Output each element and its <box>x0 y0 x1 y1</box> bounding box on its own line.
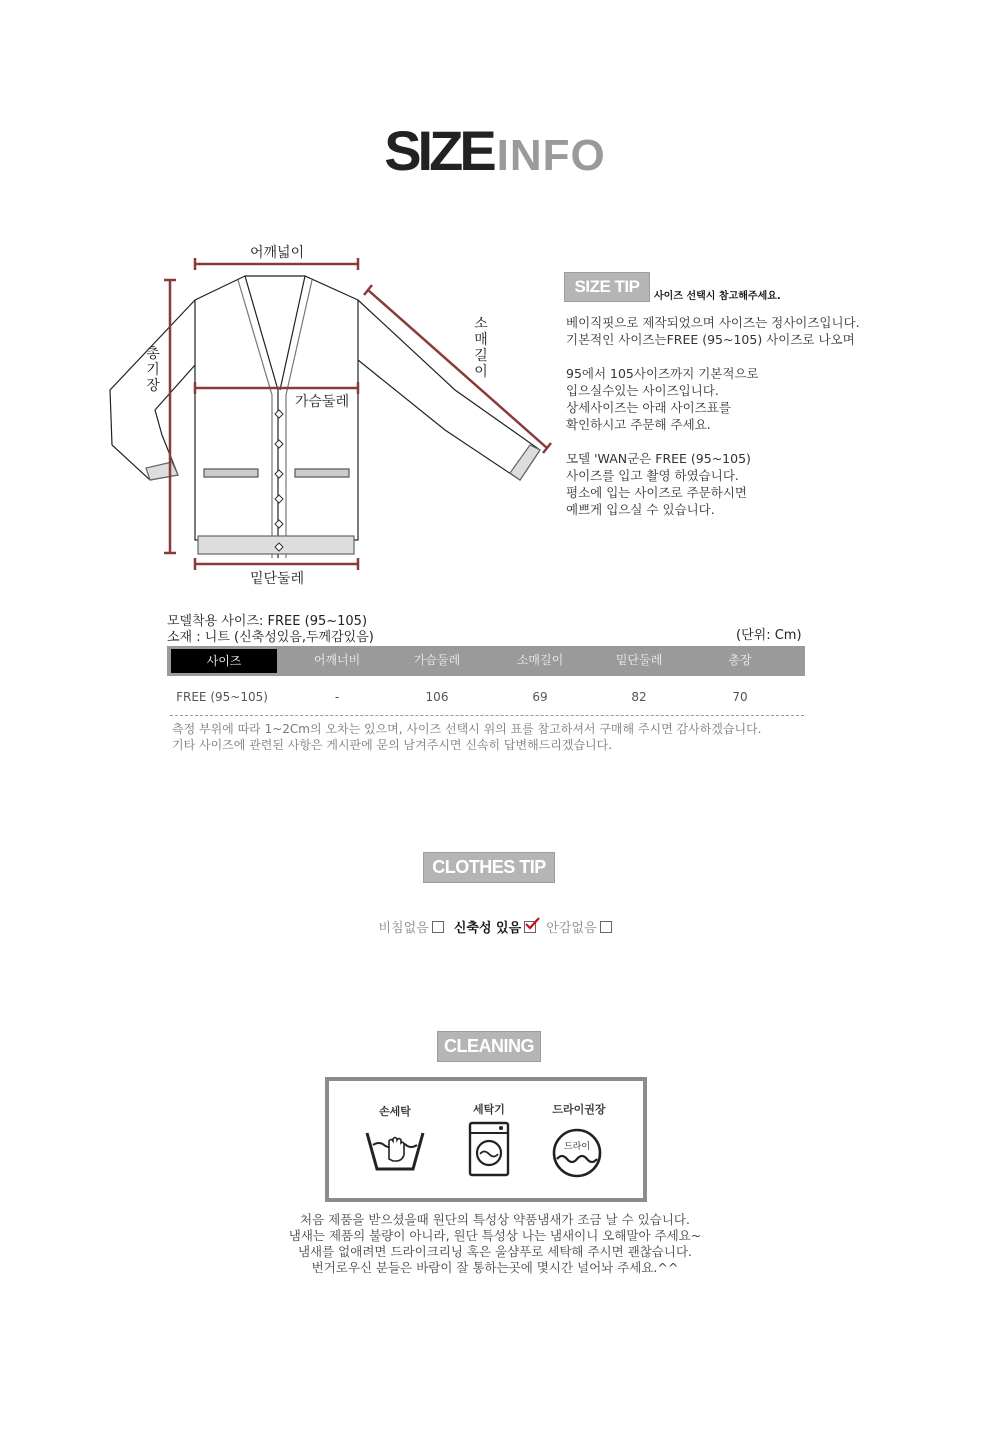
th-size: 사이즈 <box>171 649 277 673</box>
td-size: FREE (95~105) <box>176 690 268 704</box>
machine-wash-label: 세탁기 <box>473 1103 505 1116</box>
button-icon <box>275 410 283 418</box>
button-icon <box>275 495 283 503</box>
clothes-options <box>0 917 990 936</box>
size-notes <box>172 721 761 753</box>
tip-line: 베이직핏으로 제작되었으며 사이즈는 정사이즈입니다. <box>566 315 860 330</box>
clothes-tip-tag: CLOTHES TIP <box>423 852 555 883</box>
size-tip-note: 사이즈 선택시 참고해주세요. <box>654 291 781 302</box>
material: 소재 : 니트 (신축성있음,두께감있음) <box>167 630 374 645</box>
sleeve-length-label: 소매길이 <box>474 316 488 380</box>
tip-line: 예쁘게 입으실 수 있습니다. <box>566 502 715 517</box>
button-icon <box>275 520 283 528</box>
cleaning-icons-box <box>325 1077 647 1202</box>
title-main: SIZE <box>384 119 493 182</box>
tip-line <box>566 433 860 450</box>
washing-machine-icon <box>468 1121 512 1179</box>
checked-checkbox-icon <box>524 921 536 933</box>
option-stretch <box>454 917 536 936</box>
size-tip-tag: SIZE TIP <box>564 272 650 302</box>
cardigan-diagram <box>100 240 560 590</box>
tip-line: 확인하시고 주문해 주세요. <box>566 417 711 432</box>
right-sleeve-outline <box>358 300 540 480</box>
th-hem: 밑단둘레 <box>615 653 663 667</box>
chest-label: 가슴둘레 <box>295 394 350 410</box>
hem-label: 밑단둘레 <box>250 571 305 587</box>
hand-wash-icon <box>365 1125 425 1175</box>
size-tip-text <box>566 314 860 518</box>
cleaning-notes <box>0 1212 990 1276</box>
unit-label: (단위: Cm) <box>736 628 802 643</box>
tip-line: 입으실수있는 사이즈입니다. <box>566 383 719 398</box>
title-sub: INFO <box>496 131 606 180</box>
th-length: 총장 <box>728 653 752 667</box>
shoulder-label: 어깨넓이 <box>250 245 305 261</box>
tip-line: 기본적인 사이즈는FREE (95~105) 사이즈로 나오며 <box>566 332 855 347</box>
button-icon <box>275 470 283 478</box>
option-label: 안감없음 <box>546 921 597 936</box>
dry-clean-icon <box>551 1127 603 1179</box>
checkbox-icon <box>432 921 444 933</box>
tip-line: 95에서 105사이즈까지 기본적으로 <box>566 366 759 381</box>
checkbox-icon <box>600 921 612 933</box>
tip-line: 평소에 입는 사이즈로 주문하시면 <box>566 485 747 500</box>
total-length-label: 총기장 <box>146 346 160 394</box>
cleaning-line: 번거로우신 분들은 바람이 잘 통하는곳에 몇시간 널어놔 주세요.^^ <box>311 1260 679 1275</box>
td-length: 70 <box>732 690 748 704</box>
cleaning-line: 처음 제품을 받으셨을때 원단의 특성상 약품냄새가 조금 날 수 있습니다. <box>300 1212 690 1227</box>
tip-line: 상세사이즈는 아래 사이즈표를 <box>566 400 731 415</box>
page-title <box>0 118 990 183</box>
hand-wash-label: 손세탁 <box>379 1105 411 1118</box>
th-chest: 가슴둘레 <box>413 653 461 667</box>
model-size: 모델착용 사이즈: FREE (95~105) <box>167 614 368 629</box>
tip-line: 사이즈를 입고 촬영 하였습니다. <box>566 468 739 483</box>
tip-line: 모델 'WAN군은 FREE (95~105) <box>566 451 751 466</box>
size-table-header <box>167 646 805 676</box>
sleeve-measure-line <box>368 290 547 448</box>
dry-clean-icon-text: 드라이 <box>563 1142 591 1152</box>
td-hem: 82 <box>631 690 647 704</box>
td-shoulder: - <box>334 690 340 704</box>
cleaning-line: 냄새를 없애려면 드라이크리닝 혹은 울샴푸로 세탁해 주시면 괜찮습니다. <box>297 1244 693 1259</box>
option-label: 신축성 있음 <box>453 921 522 936</box>
note-line: 측정 부위에 따라 1~2Cm의 오차는 있으며, 사이즈 선택시 위의 표를 참고하셔서 구매해 주시면 감사하겠습니다. <box>172 722 762 736</box>
option-no-lining <box>546 917 611 936</box>
button-icon <box>275 440 283 448</box>
th-sleeve: 소매길이 <box>516 653 564 667</box>
cleaning-tag: CLEANING <box>437 1031 541 1062</box>
dashed-divider <box>170 715 804 716</box>
option-no-sheer <box>378 917 443 936</box>
dry-clean-label: 드라이권장 <box>552 1103 606 1116</box>
td-sleeve: 69 <box>532 690 548 704</box>
cleaning-line: 냄새는 제품의 불량이 아니라, 원단 특성상 나는 냄새이니 오해말아 주세요~ <box>288 1228 702 1243</box>
th-shoulder: 어깨너비 <box>313 653 361 667</box>
td-chest: 106 <box>425 690 449 704</box>
note-line: 기타 사이즈에 관련된 사항은 게시판에 문의 남겨주시면 신속히 답변해드리겠습니다. <box>172 738 613 752</box>
tip-line <box>566 348 860 365</box>
option-label: 비침없음 <box>378 921 429 936</box>
